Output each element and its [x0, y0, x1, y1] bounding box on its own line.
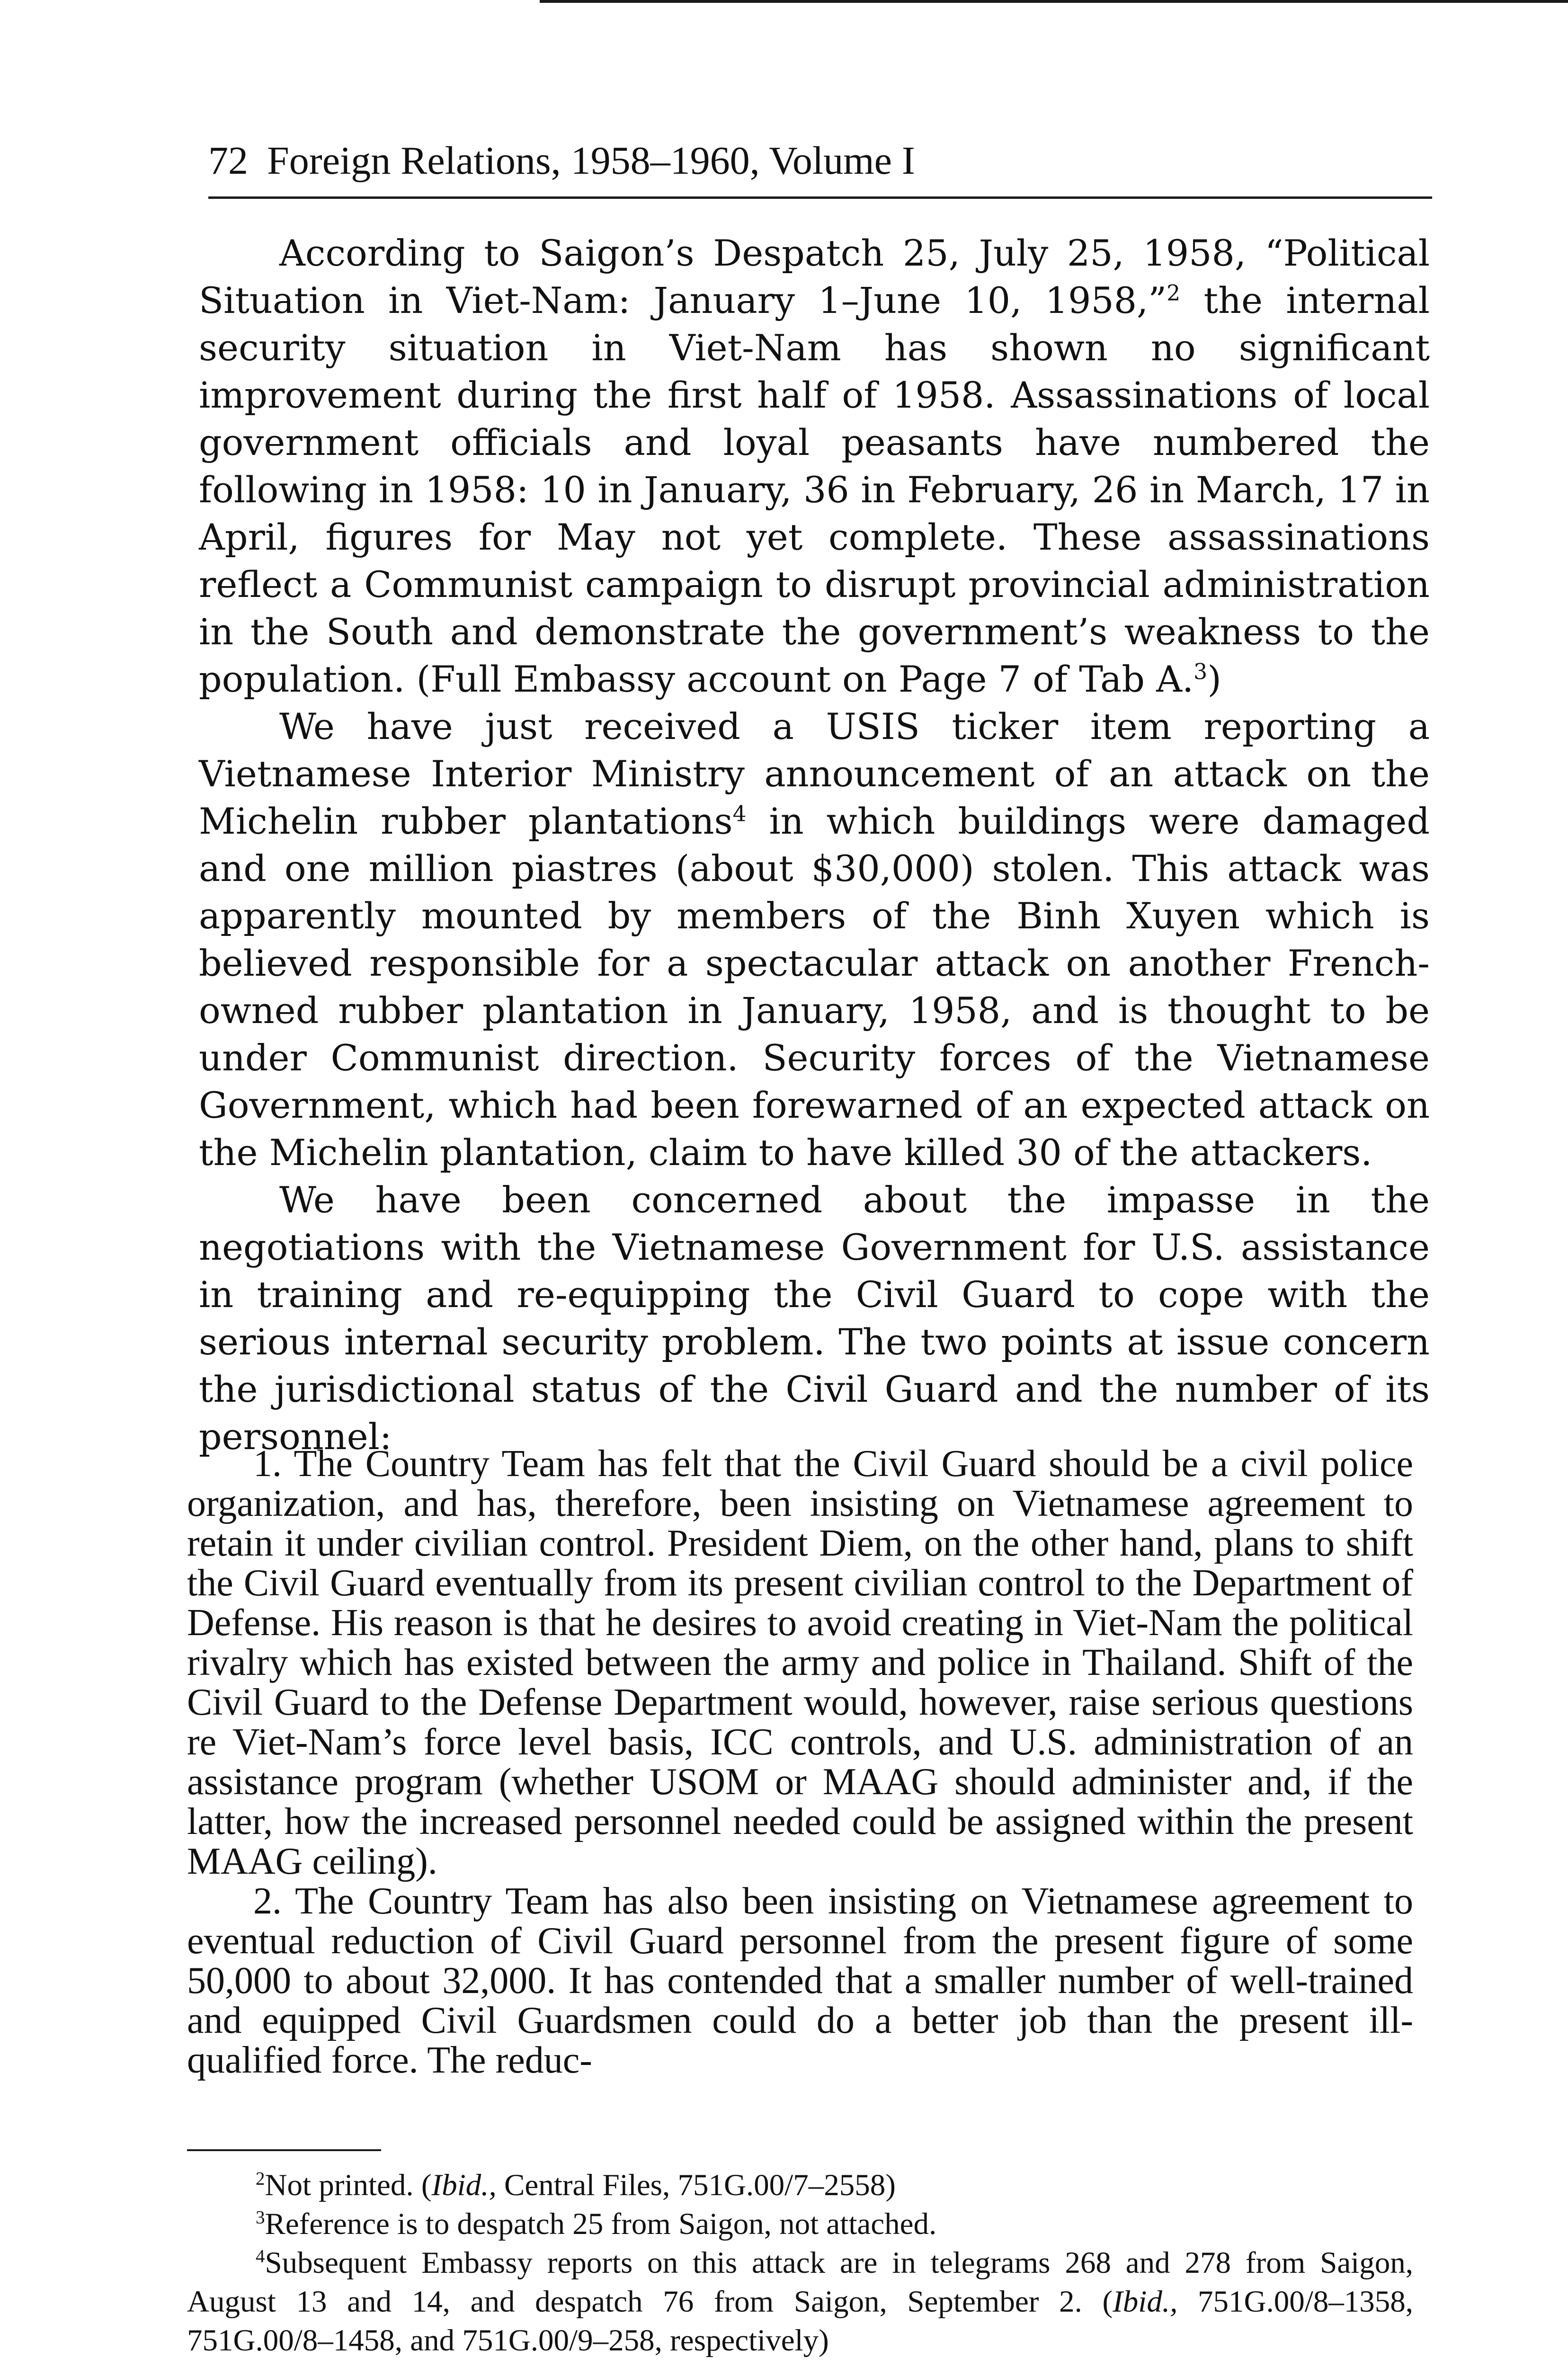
paragraph-text: We have just received a USIS ticker item reporting a Vietnamese Interior Ministry announcement of an attack on the Michelin rubber plantations [199, 705, 1430, 842]
running-header [208, 125, 1432, 199]
points-at-issue-list [187, 1444, 1413, 2080]
list-item-jurisdiction: 1. The Country Team has felt that the Civil Guard should be a civil police organization, and has, therefore, been insisting on Vietnamese agreement to retain it under civilian control. President Diem, on the other hand, plans to shift the Civil Guard eventually from its present civilian control to the Department of Defense. His reason is that he desires to avoid creating in Viet-Nam the political rivalry which has existed between the army and police in Thailand. Shift of the Civil Guard to the Defense Department would, however, raise serious questions re Viet-Nam’s force level basis, ICC controls, and U.S. administration of an assistance program (whether USOM or MAAG should administer and, if the latter, how the increased personnel needed could be assigned within the present MAAG ceiling). [187, 1443, 1413, 1882]
footnote-2 [187, 2166, 1413, 2205]
footnote-text: Subsequent Embassy reports on this attack are in telegrams 268 and 278 from Saigon, August 13 and 14, and despatch 76 from Saigon, September 2. ( [187, 2246, 1413, 2319]
footnote-4 [187, 2243, 1413, 2360]
footnote-ref-4: 4 [732, 801, 747, 827]
paragraph-text: in which buildings were damaged and one million piastres (about $30,000) stolen. This attack was apparently mounted by members of the Binh Xuyen which is believed responsible for a spectacular attack on another French-owned rubber plantation in January, 1958, and is thought to be under Communist direction. Security forces of the Vietnamese Government, which had been forewarned of an expected attack on the Michelin plantation, claim to have killed 30 of the attackers. [199, 800, 1430, 1174]
volume-title: Foreign Relations, 1958–1960, Volume I [267, 139, 915, 183]
paragraph-text: According to Saigon’s Despatch 25, July 25, 1958, “Political Situation in Viet-Nam: January 1–June 10, 1958,” [199, 232, 1430, 321]
paragraph-text: ) [1207, 658, 1221, 700]
footnote-ref-3: 3 [1194, 659, 1208, 685]
top-edge-rule [540, 0, 1568, 3]
footnote-ref-2: 2 [1167, 280, 1181, 306]
paragraph-text: the internal security situation in Viet-Nam has shown no significant improvement during the first half of 1958. Assassinations of local government officials and loyal peasants have numbered the following in 1958: 10 in January, 36 in February, 26 in March, 17 in April, figures for May not yet complete. These assassinations reflect a Communist campaign to disrupt provincial administration in the South and demonstrate the government’s weakness to the population. (Full Embassy account on Page 7 of Tab A. [199, 279, 1430, 700]
footnote-text: 751G.00/8–1358, 751G.00/8–1458, and 751G.00/9–258, respectively) [187, 2285, 1414, 2358]
paragraph-civil-guard-impasse: We have been concerned about the impasse in the negotiations with the Vietnamese Government for U.S. assistance in training and re-equipping the Civil Guard to cope with the serious internal security problem. The two points at issue concern the jurisdictional status of the Civil Guard and the number of its personnel: [199, 1179, 1430, 1458]
footnote-3 [187, 2205, 1413, 2243]
footnote-divider [187, 2149, 381, 2151]
footnote-ibid: Ibid., [431, 2168, 497, 2202]
paragraph-michelin-attack [199, 703, 1430, 1176]
footnote-number: 4 [256, 2246, 265, 2267]
footnote-number: 3 [256, 2207, 265, 2228]
list-item-personnel: 2. The Country Team has also been insisting on Vietnamese agreement to eventual reduction of Civil Guard personnel from the present figure of some 50,000 to about 32,000. It has contended that a smaller number of well-trained and equipped Civil Guardsmen could do a better job than the present ill-qualified force. The reduc- [187, 1880, 1413, 2081]
footnotes [187, 2166, 1413, 2360]
page-number: 72 [208, 139, 248, 183]
footnote-text: Reference is to despatch 25 from Saigon, not attached. [265, 2207, 937, 2241]
footnote-text: Not printed. ( [265, 2168, 432, 2202]
paragraph-security-situation [199, 230, 1430, 703]
footnote-text: Central Files, 751G.00/7–2558) [496, 2168, 896, 2202]
main-text [199, 230, 1430, 1460]
footnote-number: 2 [256, 2168, 265, 2189]
footnote-ibid: Ibid., [1113, 2285, 1178, 2319]
